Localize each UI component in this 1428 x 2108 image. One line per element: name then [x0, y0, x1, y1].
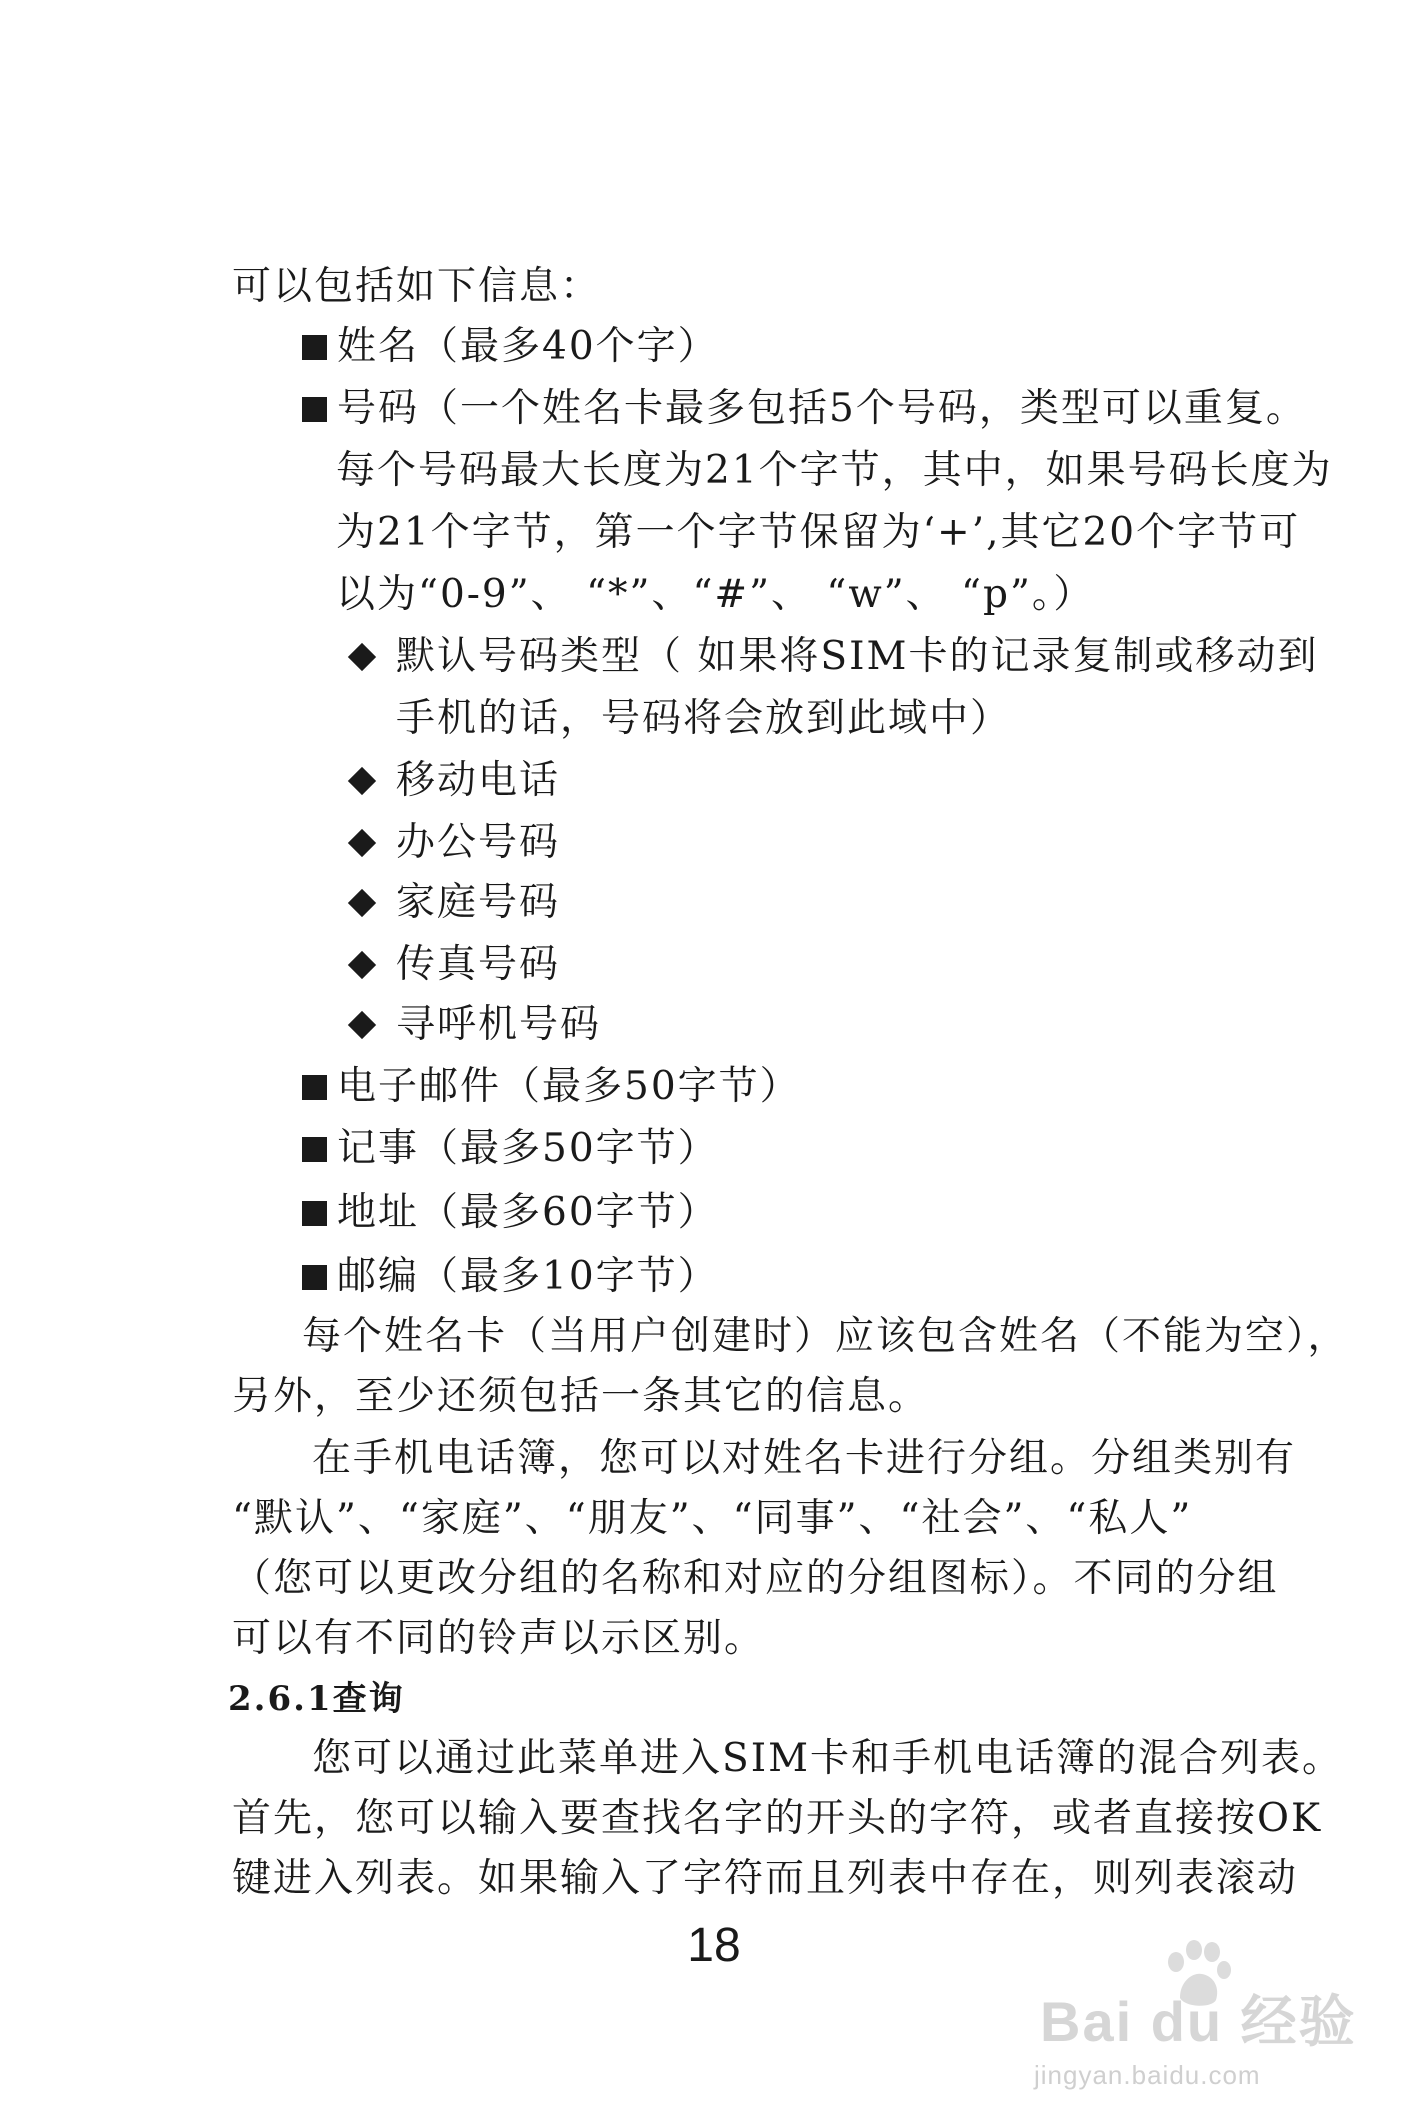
diamond-item: 寻呼机号码 [346, 1000, 601, 1050]
text-line: 每个姓名卡（当用户创建时）应该包含姓名（不能为空）， [302, 1314, 1349, 1359]
square-bullet-icon [302, 335, 327, 360]
watermark-url: jingyan.baidu.com [1034, 2060, 1261, 2090]
section-heading: 2.6.1查询 [228, 1679, 405, 1719]
square-bullet-icon [302, 1265, 327, 1290]
text-line: 另外，至少还须包括一条其它的信息。 [232, 1374, 930, 1419]
diamond-bullet-icon [348, 767, 376, 795]
square-bullet-icon [302, 1137, 327, 1162]
text-line: 手机的话，号码将会放到此域中） [396, 696, 1012, 741]
diamond-item: 移动电话 [346, 756, 560, 806]
text-line: 以为“0-9”、 “*”、“#”、 “w”、 “p”。） [336, 572, 1095, 617]
text-line: “默认”、“家庭”、“朋友”、“同事”、“社会”、“私人” [232, 1496, 1193, 1541]
bullet-item: 邮编（最多10字节） [302, 1252, 719, 1302]
diamond-item: 家庭号码 [346, 878, 560, 928]
baidu-watermark [1030, 1940, 1370, 2100]
square-bullet-icon [302, 397, 327, 422]
text-line: （您可以更改分组的名称和对应的分组图标）。不同的分组 [232, 1556, 1279, 1601]
square-bullet-icon [302, 1201, 327, 1226]
watermark-logo-text: Bai du 经验 [1040, 1990, 1357, 2053]
diamond-item: 办公号码 [346, 818, 560, 868]
square-bullet-icon [302, 1075, 327, 1100]
diamond-item: 默认号码类型（ 如果将SIM卡的记录复制或移动到 [346, 632, 1318, 682]
diamond-bullet-icon [348, 951, 376, 979]
text-line: 可以包括如下信息： [232, 264, 602, 309]
diamond-bullet-icon [348, 1011, 376, 1039]
bullet-item: 记事（最多50字节） [302, 1124, 719, 1174]
text-line: 在手机电话簿，您可以对姓名卡进行分组。分组类别有 [312, 1436, 1297, 1481]
text-line: 键进入列表。如果输入了字符而且列表中存在，则列表滚动 [232, 1856, 1299, 1901]
bullet-item: 号码（一个姓名卡最多包括5个号码，类型可以重复。 [302, 384, 1307, 434]
diamond-bullet-icon [348, 829, 376, 857]
bullet-item: 姓名（最多40个字） [302, 322, 719, 372]
text-line: 每个号码最大长度为21个字节，其中，如果号码长度为 [336, 448, 1333, 493]
diamond-bullet-icon [348, 643, 376, 671]
bullet-item: 电子邮件（最多50字节） [302, 1062, 801, 1112]
diamond-item: 传真号码 [346, 940, 560, 990]
text-line: 为21个字节，第一个字节保留为‘+’,其它20个字节可 [336, 510, 1301, 555]
diamond-bullet-icon [348, 889, 376, 917]
text-line: 您可以通过此菜单进入SIM卡和手机电话簿的混合列表。 [312, 1736, 1344, 1781]
bullet-item: 地址（最多60字节） [302, 1188, 719, 1238]
text-line: 可以有不同的铃声以示区别。 [232, 1616, 766, 1661]
page-number: 18 [687, 1919, 741, 1972]
text-line: 首先，您可以输入要查找名字的开头的字符，或者直接按OK [232, 1796, 1323, 1841]
